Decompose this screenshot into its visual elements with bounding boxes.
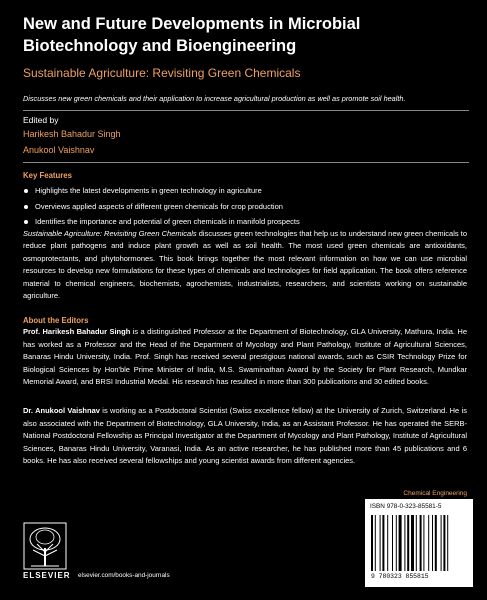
divider xyxy=(23,110,469,111)
list-item: Overviews applied aspects of different green chemicals for crop production xyxy=(23,199,300,215)
bio-name: Prof. Harikesh Bahadur Singh xyxy=(23,327,131,336)
key-features-list xyxy=(23,183,300,230)
list-item: Highlights the latest developments in green technology in agriculture xyxy=(23,183,300,199)
barcode xyxy=(371,515,467,571)
bio-text: is a distinguished Professor at the Department of Biotechnology, GLA University, Mathura, India. He has worked as a Professor and the Head of the Department of Mycology and Plant Pathology, Institute of Agricultural Sciences, Banaras Hindu University, India. Prof. Singh has received several prestigious national awards, such as CSIR Technology Prize for Biological Sciences by Hon'ble Prime Minister of India, M.S. Swaminathan Award by the Society for Plant Research, Mundkar Memorial Award, and BRSI Industrial Medal. His research has resulted in more than 300 publications and 30 edited books. xyxy=(23,327,467,386)
editor-name: Anukool Vaishnav xyxy=(23,145,95,155)
key-features-heading: Key Features xyxy=(23,171,72,180)
cover-header xyxy=(0,0,487,122)
editor-bio xyxy=(23,405,467,468)
elsevier-tree-logo xyxy=(23,522,67,570)
about-editors-heading: About the Editors xyxy=(23,316,89,325)
bio-text: is working as a Postdoctoral Scientist (Swiss excellence fellow) at the University of Zurich, Switzerland. He is also associated with the Department of Biotechnology, GLA University, India, as an Assistant Professor. He has operated the SERB-National Postdoctoral Fellowship as Principal Investigator at the Department of Mycology and Plant Pathology, Institute of Agricultural Sciences, Banaras Hindu University, Varanasi, India. As an active researcher, he has published more than 45 publications and 6 books. He has also received several fellowships and young scientist awards from different agencies. xyxy=(23,406,467,465)
isbn-barcode-block xyxy=(365,499,473,587)
divider xyxy=(23,162,469,163)
editor-bio xyxy=(23,326,467,389)
isbn-number: ISBN 978-0-323-85581-5 xyxy=(370,503,442,510)
subject-category: Chemical Engineering xyxy=(403,490,467,497)
editor-name: Harikesh Bahadur Singh xyxy=(23,129,121,139)
list-item: Identifies the importance and potential of green chemicals in manifold prospects xyxy=(23,214,300,230)
description-lead: Sustainable Agriculture: Revisiting Green Chemicals xyxy=(23,229,197,238)
description-body: discusses green technologies that help us to understand new green chemicals to reduce plant pathogens and induce plant growth as well as soil health. The most used green chemicals are antioxidants, osmoprotectants, and phytohormones. This book brings together the most relevant information on how we can use microbial resources to develop new formulations for these types of chemicals and technologies for field application. The book offers reference material to chemical engineers, biochemists, agrochemists, industrialists, researchers, and scientists working on sustainable agriculture. xyxy=(23,229,467,301)
book-title: New and Future Developments in Microbial Biotechnology and Bioengineering xyxy=(23,15,361,55)
publisher-name: ELSEVIER xyxy=(23,571,71,580)
book-description xyxy=(23,228,467,302)
barcode-digits: 9 780323 855815 xyxy=(371,573,429,580)
book-subtitle: Sustainable Agriculture: Revisiting Green Chemicals xyxy=(23,66,301,80)
publisher-url: elsevier.com/books-and-journals xyxy=(78,572,170,579)
book-tagline: Discusses new green chemicals and their application to increase agricultural production as well as promote soil health. xyxy=(23,94,406,103)
bio-name: Dr. Anukool Vaishnav xyxy=(23,406,100,415)
edited-by-label: Edited by xyxy=(23,115,59,125)
